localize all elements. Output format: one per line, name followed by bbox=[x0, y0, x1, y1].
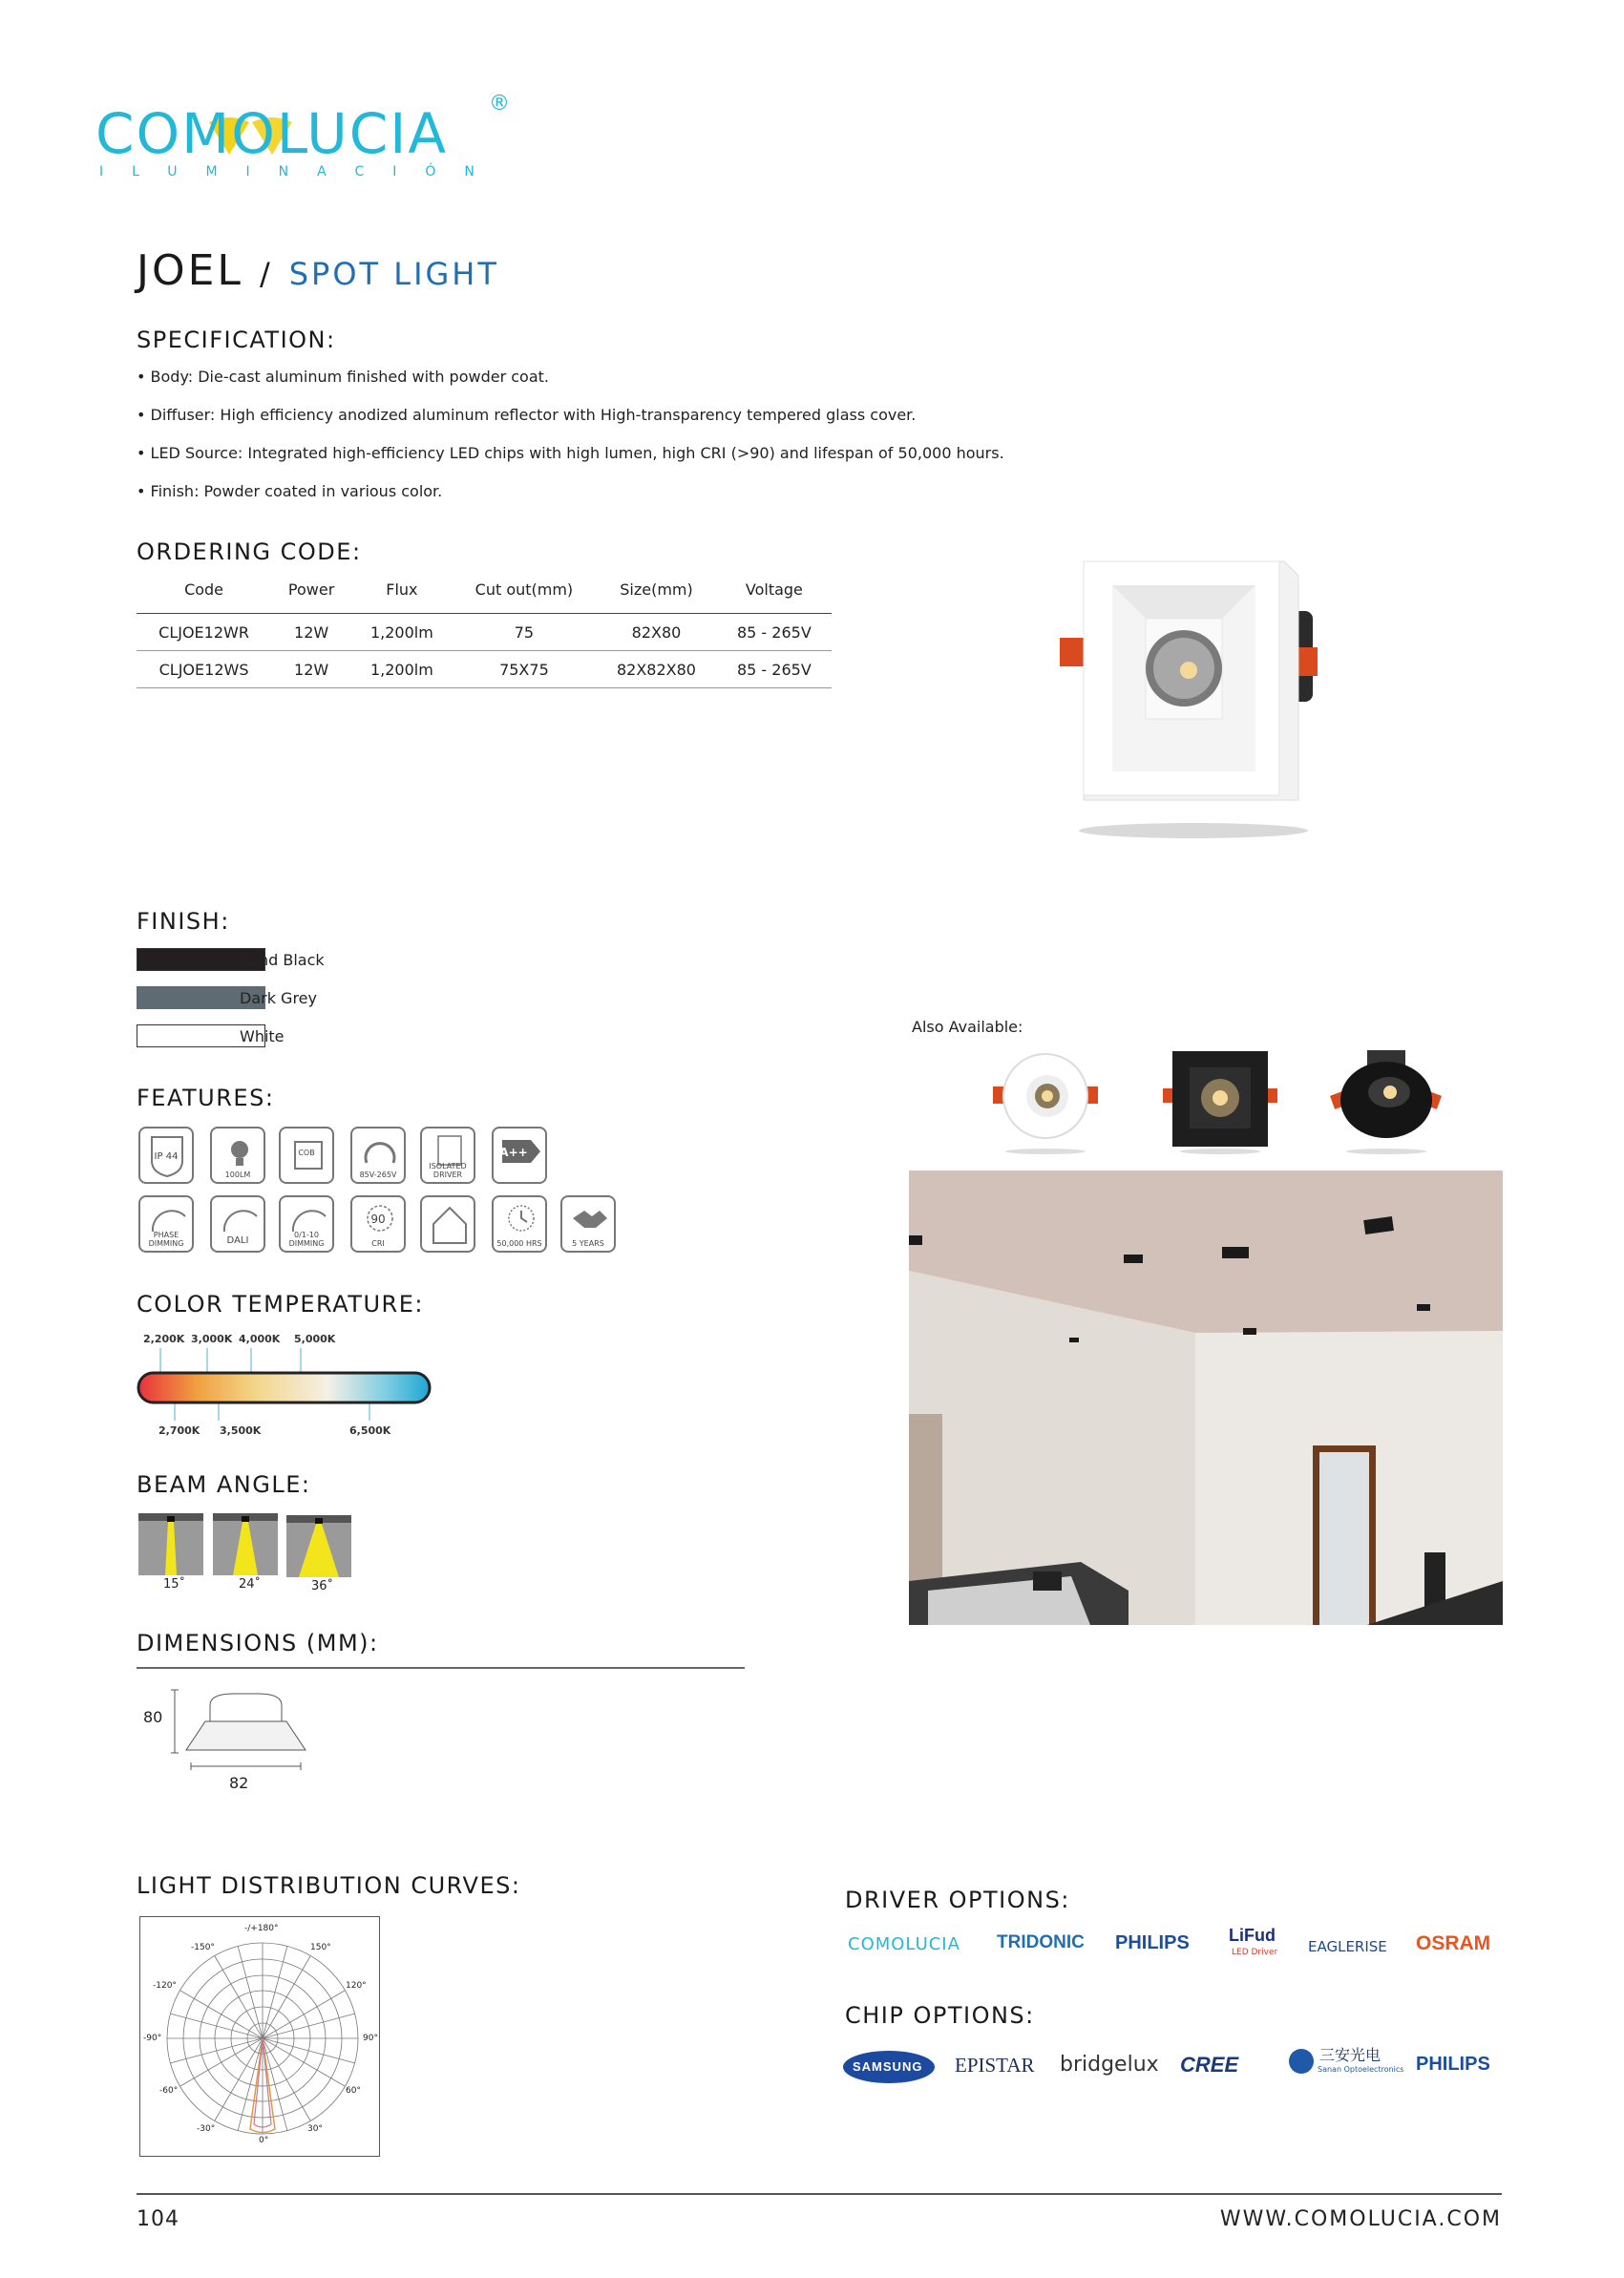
light-distribution-heading: LIGHT DISTRIBUTION CURVES: bbox=[137, 1872, 521, 1899]
polar-angle-label: -30° bbox=[197, 2124, 216, 2134]
beam-24-icon bbox=[213, 1513, 278, 1575]
driver-logo-eaglerise: EAGLERISE bbox=[1308, 1938, 1387, 1955]
sanan-subtitle: Sanan Optoelectronics bbox=[1318, 2065, 1404, 2074]
finish-label: White bbox=[240, 1027, 285, 1045]
finish-heading: FINISH: bbox=[137, 908, 230, 935]
feature-label: CRI bbox=[371, 1239, 385, 1248]
handshake-icon bbox=[560, 1195, 616, 1253]
table-cell: 85 - 265V bbox=[717, 614, 832, 651]
column-header: Power bbox=[271, 565, 351, 614]
website-url: WWW.COMOLUCIA.COM bbox=[1219, 2207, 1502, 2231]
polar-angle-label: -/+180° bbox=[244, 1924, 279, 1933]
cri-value: 90 bbox=[370, 1213, 386, 1226]
cct-tick-label: 4,000K bbox=[239, 1333, 281, 1345]
chip-logo-samsung: SAMSUNG bbox=[853, 2059, 923, 2074]
specification-heading: SPECIFICATION: bbox=[137, 327, 336, 353]
cct-tick-label: 3,500K bbox=[220, 1424, 262, 1437]
table-row bbox=[137, 651, 832, 688]
beam-15-icon bbox=[138, 1513, 203, 1575]
driver-logo-osram: OSRAM bbox=[1416, 1932, 1491, 1954]
variant-square-black bbox=[1163, 1046, 1277, 1158]
driver-logo-philips: PHILIPS bbox=[1115, 1932, 1190, 1953]
dali-icon bbox=[210, 1195, 265, 1253]
beam-angle-label: 15˚ bbox=[163, 1577, 186, 1592]
footer-divider bbox=[137, 2193, 1502, 2195]
features-heading: FEATURES: bbox=[137, 1085, 275, 1111]
product-photo bbox=[1055, 552, 1332, 848]
column-header: Code bbox=[137, 565, 271, 614]
table-cell: 82X82X80 bbox=[596, 651, 717, 688]
cob-chip-icon bbox=[279, 1127, 334, 1184]
cri-icon bbox=[350, 1195, 406, 1253]
energy-class-icon bbox=[492, 1127, 547, 1184]
feature-label: 5 YEARS bbox=[572, 1239, 604, 1248]
feature-label: 0/1-10 DIMMING bbox=[288, 1231, 325, 1248]
feature-label: 50,000 HRS bbox=[496, 1239, 542, 1248]
also-available-label: Also Available: bbox=[912, 1018, 1023, 1036]
table-header-row bbox=[137, 565, 832, 614]
finish-label: Dark Grey bbox=[240, 989, 317, 1007]
polar-angle-label: 90° bbox=[363, 2034, 378, 2043]
polar-angle-label: 60° bbox=[346, 2086, 361, 2096]
table-cell: 75 bbox=[453, 614, 597, 651]
feature-label: IP 44 bbox=[154, 1151, 179, 1162]
polar-angle-label: 120° bbox=[346, 1981, 367, 1991]
cct-tick-label: 5,000K bbox=[294, 1333, 336, 1345]
polar-angle-label: -150° bbox=[191, 1943, 215, 1952]
polar-curve-chart bbox=[162, 1933, 363, 2143]
table-cell: 12W bbox=[271, 614, 351, 651]
logo-wordmark: COMOLUCIA bbox=[95, 101, 449, 166]
clock-icon bbox=[492, 1195, 547, 1253]
column-header: Flux bbox=[351, 565, 453, 614]
feature-label: 85V-265V bbox=[359, 1171, 397, 1179]
bulb-icon bbox=[210, 1127, 265, 1184]
driver-logo-tridonic: TRIDONIC bbox=[997, 1932, 1085, 1952]
specification-list bbox=[137, 368, 1187, 514]
chip-options-heading: CHIP OPTIONS: bbox=[845, 2002, 1035, 2029]
feature-label: ISOLATED DRIVER bbox=[429, 1162, 467, 1179]
table-cell: 12W bbox=[271, 651, 351, 688]
feature-label: DALI bbox=[226, 1235, 249, 1246]
table-cell: CLJOE12WS bbox=[137, 651, 271, 688]
beam-36-icon bbox=[286, 1515, 351, 1577]
dimension-height: 80 bbox=[143, 1708, 163, 1726]
driver-logo-lifud: LiFud bbox=[1229, 1926, 1276, 1945]
column-header: Size(mm) bbox=[596, 565, 717, 614]
cct-tick-label: 6,500K bbox=[349, 1424, 391, 1437]
beam-angle-label: 24˚ bbox=[239, 1577, 262, 1592]
table-cell: 75X75 bbox=[453, 651, 597, 688]
dimming-010-icon bbox=[279, 1195, 334, 1253]
house-icon bbox=[420, 1195, 475, 1253]
spec-item: • Body: Die-cast aluminum finished with powder coat. bbox=[137, 368, 549, 386]
variant-round-black bbox=[1327, 1050, 1446, 1158]
chip-logo-sanan: 三安光电 bbox=[1319, 2046, 1381, 2064]
ip44-icon bbox=[138, 1127, 194, 1184]
ordering-table bbox=[137, 565, 832, 688]
feature-label: 100LM bbox=[224, 1171, 251, 1179]
polar-angle-label: 30° bbox=[307, 2124, 323, 2134]
beam-angle-heading: BEAM ANGLE: bbox=[137, 1471, 311, 1498]
chip-logo-bridgelux: bridgelux bbox=[1060, 2053, 1159, 2077]
driver-options-heading: DRIVER OPTIONS: bbox=[845, 1887, 1070, 1913]
chip-logo-cree: CREE bbox=[1180, 2053, 1239, 2077]
spec-item: • Finish: Powder coated in various color. bbox=[137, 482, 443, 500]
phase-dimming-icon bbox=[138, 1195, 194, 1253]
cct-gradient-bar bbox=[137, 1371, 432, 1405]
polar-angle-label: 0° bbox=[259, 2136, 269, 2145]
chip-logo-epistar: EPISTAR bbox=[955, 2054, 1035, 2077]
table-row bbox=[137, 614, 832, 651]
application-room-photo bbox=[909, 1171, 1503, 1625]
product-title bbox=[137, 246, 499, 295]
column-header: Cut out(mm) bbox=[453, 565, 597, 614]
table-cell: 85 - 265V bbox=[717, 651, 832, 688]
dimension-width: 82 bbox=[229, 1774, 249, 1792]
color-temperature-heading: COLOR TEMPERATURE: bbox=[137, 1291, 424, 1318]
feature-label: A++ bbox=[499, 1146, 528, 1159]
cct-tick-label: 2,200K bbox=[143, 1333, 185, 1345]
title-separator: / bbox=[259, 256, 273, 292]
lifud-subtitle: LED Driver bbox=[1232, 1948, 1278, 1957]
table-cell: CLJOE12WR bbox=[137, 614, 271, 651]
column-header: Voltage bbox=[717, 565, 832, 614]
page-number: 104 bbox=[137, 2207, 179, 2231]
spec-item: • LED Source: Integrated high-efficiency LED chips with high lumen, high CRI (>90) and lifespan of 50,000 hours. bbox=[137, 444, 1004, 462]
polar-angle-label: -120° bbox=[153, 1981, 177, 1991]
registered-mark: ® bbox=[489, 92, 510, 116]
section-divider bbox=[137, 1667, 745, 1669]
table-cell: 82X80 bbox=[596, 614, 717, 651]
brand-logo bbox=[95, 92, 535, 187]
polar-angle-label: 150° bbox=[310, 1943, 331, 1952]
variant-round-white bbox=[988, 1048, 1103, 1158]
table-cell: 1,200lm bbox=[351, 651, 453, 688]
driver-logo-comolucia: COMOLUCIA bbox=[848, 1934, 960, 1954]
polar-angle-label: -90° bbox=[143, 2034, 162, 2043]
table-cell: 1,200lm bbox=[351, 614, 453, 651]
chip-logo-philips: PHILIPS bbox=[1416, 2054, 1490, 2075]
dimensions-heading: DIMENSIONS (MM): bbox=[137, 1630, 379, 1656]
product-name: JOEL bbox=[137, 246, 243, 295]
ordering-heading: ORDERING CODE: bbox=[137, 538, 362, 565]
polar-angle-label: -60° bbox=[159, 2086, 179, 2096]
feature-label: COB bbox=[298, 1149, 315, 1157]
voltage-gauge-icon bbox=[350, 1127, 406, 1184]
sanan-logo-icon bbox=[1287, 2043, 1316, 2079]
logo-subtitle: ILUMINACIÓN bbox=[99, 164, 503, 179]
cct-tick-label: 2,700K bbox=[158, 1424, 200, 1437]
finish-label: Sand Black bbox=[240, 951, 325, 969]
beam-angle-label: 36˚ bbox=[311, 1579, 334, 1593]
isolated-driver-icon bbox=[420, 1127, 475, 1184]
feature-label: PHASE DIMMING bbox=[148, 1231, 184, 1248]
product-type: SPOT LIGHT bbox=[288, 256, 499, 292]
cct-tick-label: 3,000K bbox=[191, 1333, 233, 1345]
spec-item: • Diffuser: High efficiency anodized aluminum reflector with High-transparency tempered glass cover. bbox=[137, 406, 917, 424]
dimension-drawing bbox=[167, 1688, 320, 1774]
